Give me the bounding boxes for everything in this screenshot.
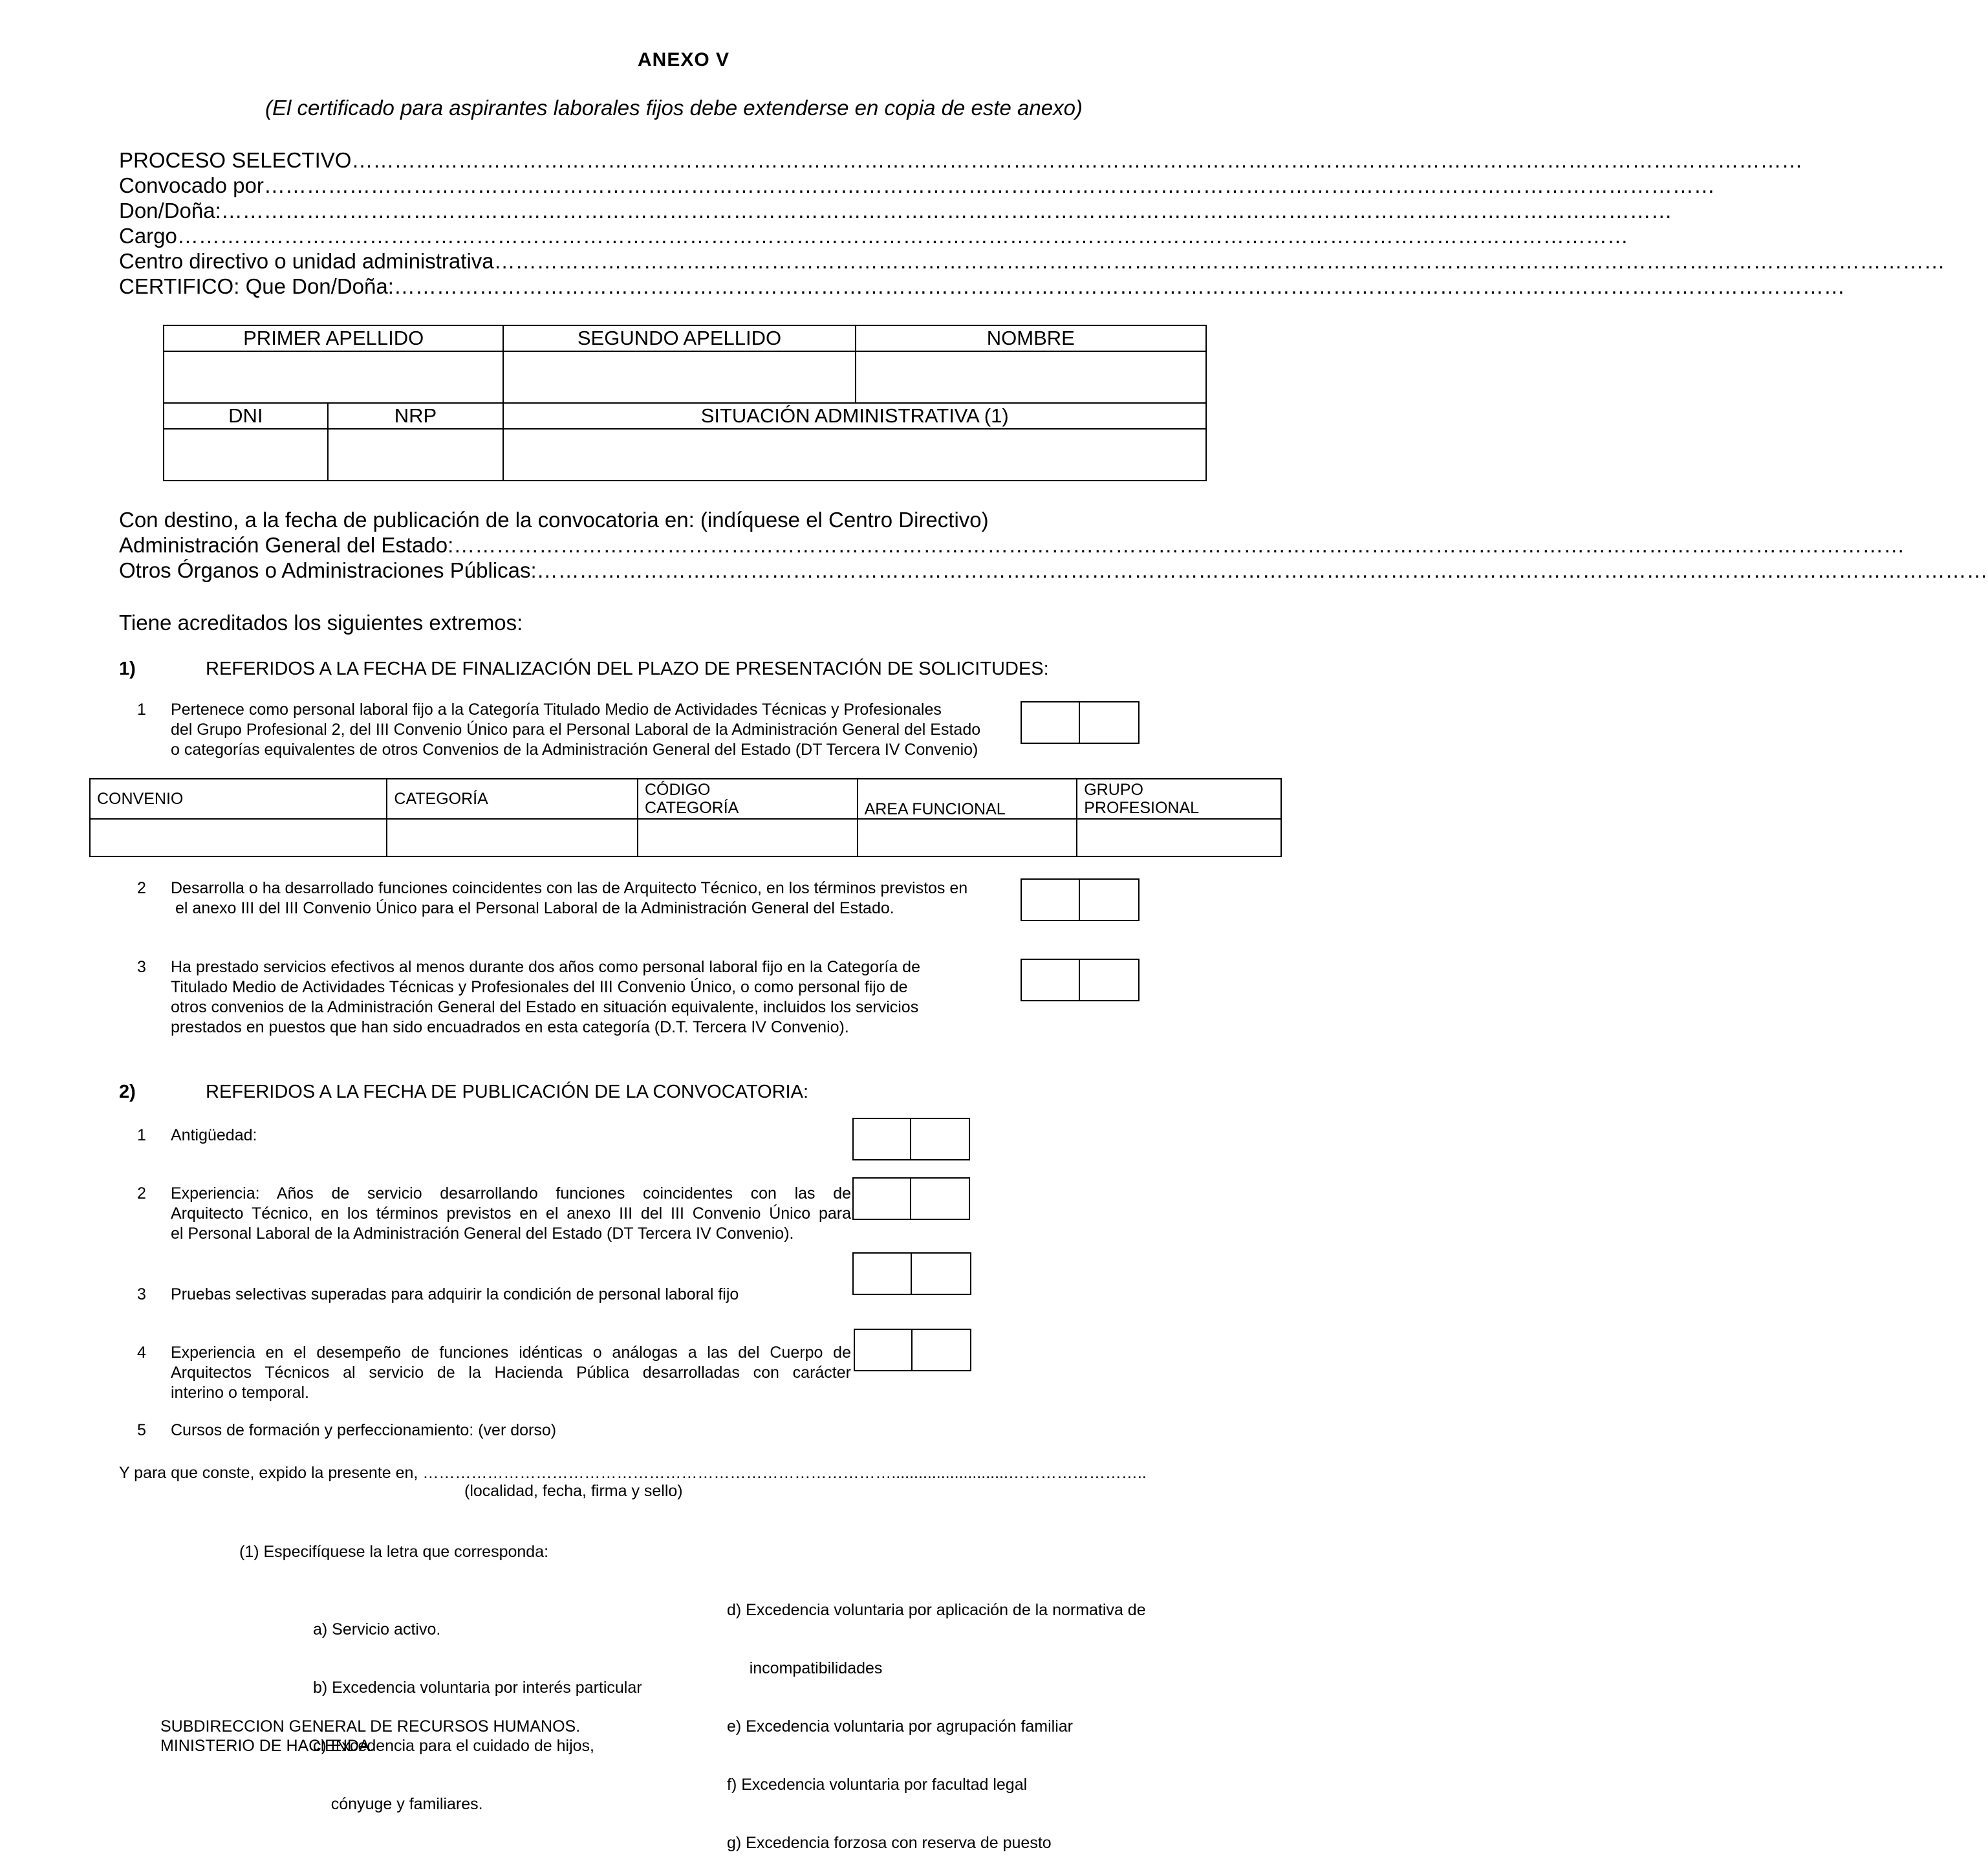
cell-nrp[interactable]	[328, 429, 504, 481]
convenio-table	[89, 778, 1282, 857]
item-number: 3	[137, 958, 146, 976]
cell-codigo-categoria[interactable]	[638, 819, 858, 856]
cell-grupo-profesional[interactable]	[1077, 819, 1281, 856]
destino-block	[119, 507, 1988, 583]
cell-area-funcional[interactable]	[858, 819, 1077, 856]
dotted-leader: ……………………………………………………………………………………………………………………………………………………………………………………	[493, 249, 1945, 273]
cell-convenio[interactable]	[90, 819, 387, 856]
header-codigo-categoria: CÓDIGO CATEGORÍA	[638, 779, 858, 819]
section1-title: REFERIDOS A LA FECHA DE FINALIZACIÓN DEL PLAZO DE PRESENTACIÓN DE SOLICITUDES:	[206, 658, 1049, 679]
dotted-leader: ……………………………………………………………………………………………………………………………………………………………………………………	[351, 148, 1803, 172]
s2-item-4: 4 Experiencia en el desempeño de funciones idénticas o análogas a las del Cuerpo de Arquitectos Técnicos al servicio de la Hacienda Pública desarrolladas con carácter interino o temporal.	[137, 1344, 851, 1402]
s1-item-3-checkbox[interactable]	[1021, 959, 1140, 1001]
s2-item-2: 2 Experiencia: Años de servicio desarrollando funciones coincidentes con las de Arquitecto Técnico, en los términos previstos en el anexo III del III Convenio Único para el Personal Laboral de la Administración General del Estado (DT Tercera IV Convenio).	[137, 1184, 851, 1243]
header-situacion-administrativa: SITUACIÓN ADMINISTRATIVA (1)	[503, 403, 1206, 429]
s1-item-1: 1 Pertenece como personal laboral fijo a la Categoría Titulado Medio de Actividades Técnicas y Profesionales del Grupo Profesional 2, del III Convenio Único para el Personal Laboral de la Administración General del Estado o categorías equivalentes de otros Convenios de la Administración General del Estado (DT Tercera IV Convenio)	[137, 701, 981, 759]
field-proceso-selectivo[interactable]: PROCESO SELECTIVO ……………………………………………………………………………………………………………………………………………………………………………………	[119, 148, 1803, 172]
section2-title: REFERIDOS A LA FECHA DE PUBLICACIÓN DE LA CONVOCATORIA:	[206, 1082, 809, 1102]
header-grupo-profesional: GRUPO PROFESIONAL	[1077, 779, 1281, 819]
item-number: 2	[137, 1184, 146, 1203]
cell-segundo-apellido[interactable]	[503, 351, 855, 403]
s2-item-3-checkbox[interactable]	[852, 1252, 971, 1295]
closing-caption: (localidad, fecha, firma y sello)	[464, 1482, 683, 1500]
dotted-leader: ……………………………………………………………………………………………………………………………………………………………………………………	[393, 274, 1845, 298]
field-certifico[interactable]: CERTIFICO: Que Don/Doña: ……………………………………………………………………………………………………………………………………………………………………………………	[119, 274, 1845, 298]
cell-primer-apellido[interactable]	[164, 351, 503, 403]
footnote-left-list: a) Servicio activo. b) Excedencia voluntaria por interés particular c) Excedencia para el cuidado de hijos, cónyuge y familiares.	[313, 1620, 642, 1813]
dotted-leader: ……………………………………………………………………………………………………………………………………………………………………………………	[263, 173, 1715, 197]
closing-dotted-field[interactable]: ……………………………………………………………………………..........................……………………..	[422, 1464, 1147, 1482]
field-age[interactable]: Administración General del Estado: ……………………………………………………………………………………………………………………………………………………………………………………	[119, 533, 1905, 557]
footnote-right-list: d) Excedencia voluntaria por aplicación de la normativa de incompatibilidades e) Excedencia voluntaria por agrupación familiar f) Excedencia voluntaria por facultad legal g) Excedencia forzosa con reserva de puesto	[727, 1601, 1146, 1852]
cell-categoria[interactable]	[387, 819, 638, 856]
footer-issuer: SUBDIRECCION GENERAL DE RECURSOS HUMANOS. MINISTERIO DE HACIENDA.	[160, 1717, 581, 1755]
header-dni: DNI	[164, 403, 328, 429]
s2-item-2-checkbox[interactable]	[852, 1177, 970, 1220]
s1-item-2-checkbox[interactable]	[1021, 878, 1140, 921]
field-cargo[interactable]: Cargo ……………………………………………………………………………………………………………………………………………………………………………………	[119, 224, 1628, 248]
s2-item-4-checkbox[interactable]	[854, 1329, 971, 1371]
header-segundo-apellido: SEGUNDO APELLIDO	[503, 325, 855, 351]
item-number: 5	[137, 1421, 146, 1439]
item-number: 1	[137, 701, 146, 719]
item-number: 4	[137, 1344, 146, 1362]
destino-intro: Con destino, a la fecha de publicación de la convocatoria en: (indíquese el Centro Directivo)	[119, 508, 989, 532]
header-fields	[119, 147, 1945, 299]
header-convenio: CONVENIO	[90, 779, 387, 819]
item-number: 3	[137, 1285, 146, 1303]
page-title: ANEXO V	[638, 49, 730, 71]
s2-item-1-checkbox[interactable]	[852, 1118, 970, 1160]
acreditados-heading: Tiene acreditados los siguientes extremos:	[119, 611, 523, 635]
item-number: 2	[137, 879, 146, 897]
s1-item-3: 3 Ha prestado servicios efectivos al menos durante dos años como personal laboral fijo en la Categoría de Titulado Medio de Actividades Técnicas y Profesionales del III Convenio Único, o como personal fijo de otros convenios de la Administración General del Estado en situación equivalente, incluidos los servicios prestados en puestos que han sido encuadrados en esta categoría (D.T. Tercera IV Convenio).	[137, 958, 920, 1036]
field-convocado-por[interactable]: Convocado por ……………………………………………………………………………………………………………………………………………………………………………………	[119, 173, 1715, 197]
cell-nombre[interactable]	[856, 351, 1206, 403]
section1-number: 1)	[119, 658, 136, 679]
header-primer-apellido: PRIMER APELLIDO	[164, 325, 503, 351]
field-centro-directivo[interactable]: Centro directivo o unidad administrativa ……………………………………………………………………………………………………………………………………………………………………………………	[119, 249, 1945, 273]
field-otros-organos[interactable]: Otros Órganos o Administraciones Públicas: ……………………………………………………………………………………………………………………………………………………………………………………	[119, 558, 1988, 582]
closing-line: Y para que conste, expido la presente en, ……………………………………………………………………………..........................……………………..	[119, 1464, 1147, 1482]
dotted-leader: ……………………………………………………………………………………………………………………………………………………………………………………	[453, 533, 1905, 557]
header-area-funcional: AREA FUNCIONAL	[858, 779, 1077, 819]
page-subtitle: (El certificado para aspirantes laborales fijos debe extenderse en copia de este anexo)	[265, 96, 1083, 120]
header-categoria: CATEGORÍA	[387, 779, 638, 819]
dotted-leader: ……………………………………………………………………………………………………………………………………………………………………………………	[536, 558, 1988, 582]
identity-table	[163, 325, 1207, 481]
header-nombre: NOMBRE	[856, 325, 1206, 351]
s1-item-2: 2 Desarrolla o ha desarrollado funciones coincidentes con las de Arquitecto Técnico, en los términos previstos en el anexo III del III Convenio Único para el Personal Laboral de la Administración General del Estado.	[137, 879, 968, 917]
dotted-leader: ……………………………………………………………………………………………………………………………………………………………………………………	[177, 224, 1628, 248]
dotted-leader: ……………………………………………………………………………………………………………………………………………………………………………………	[221, 199, 1672, 223]
cell-situacion-administrativa[interactable]	[503, 429, 1206, 481]
item-number: 1	[137, 1126, 146, 1144]
section2-number: 2)	[119, 1082, 136, 1102]
s1-item-1-checkbox[interactable]	[1021, 701, 1140, 744]
field-don-dona[interactable]: Don/Doña: ……………………………………………………………………………………………………………………………………………………………………………………	[119, 199, 1672, 223]
header-nrp: NRP	[328, 403, 504, 429]
cell-dni[interactable]	[164, 429, 328, 481]
footnote-intro: (1) Especifíquese la letra que corresponda:	[239, 1543, 549, 1561]
